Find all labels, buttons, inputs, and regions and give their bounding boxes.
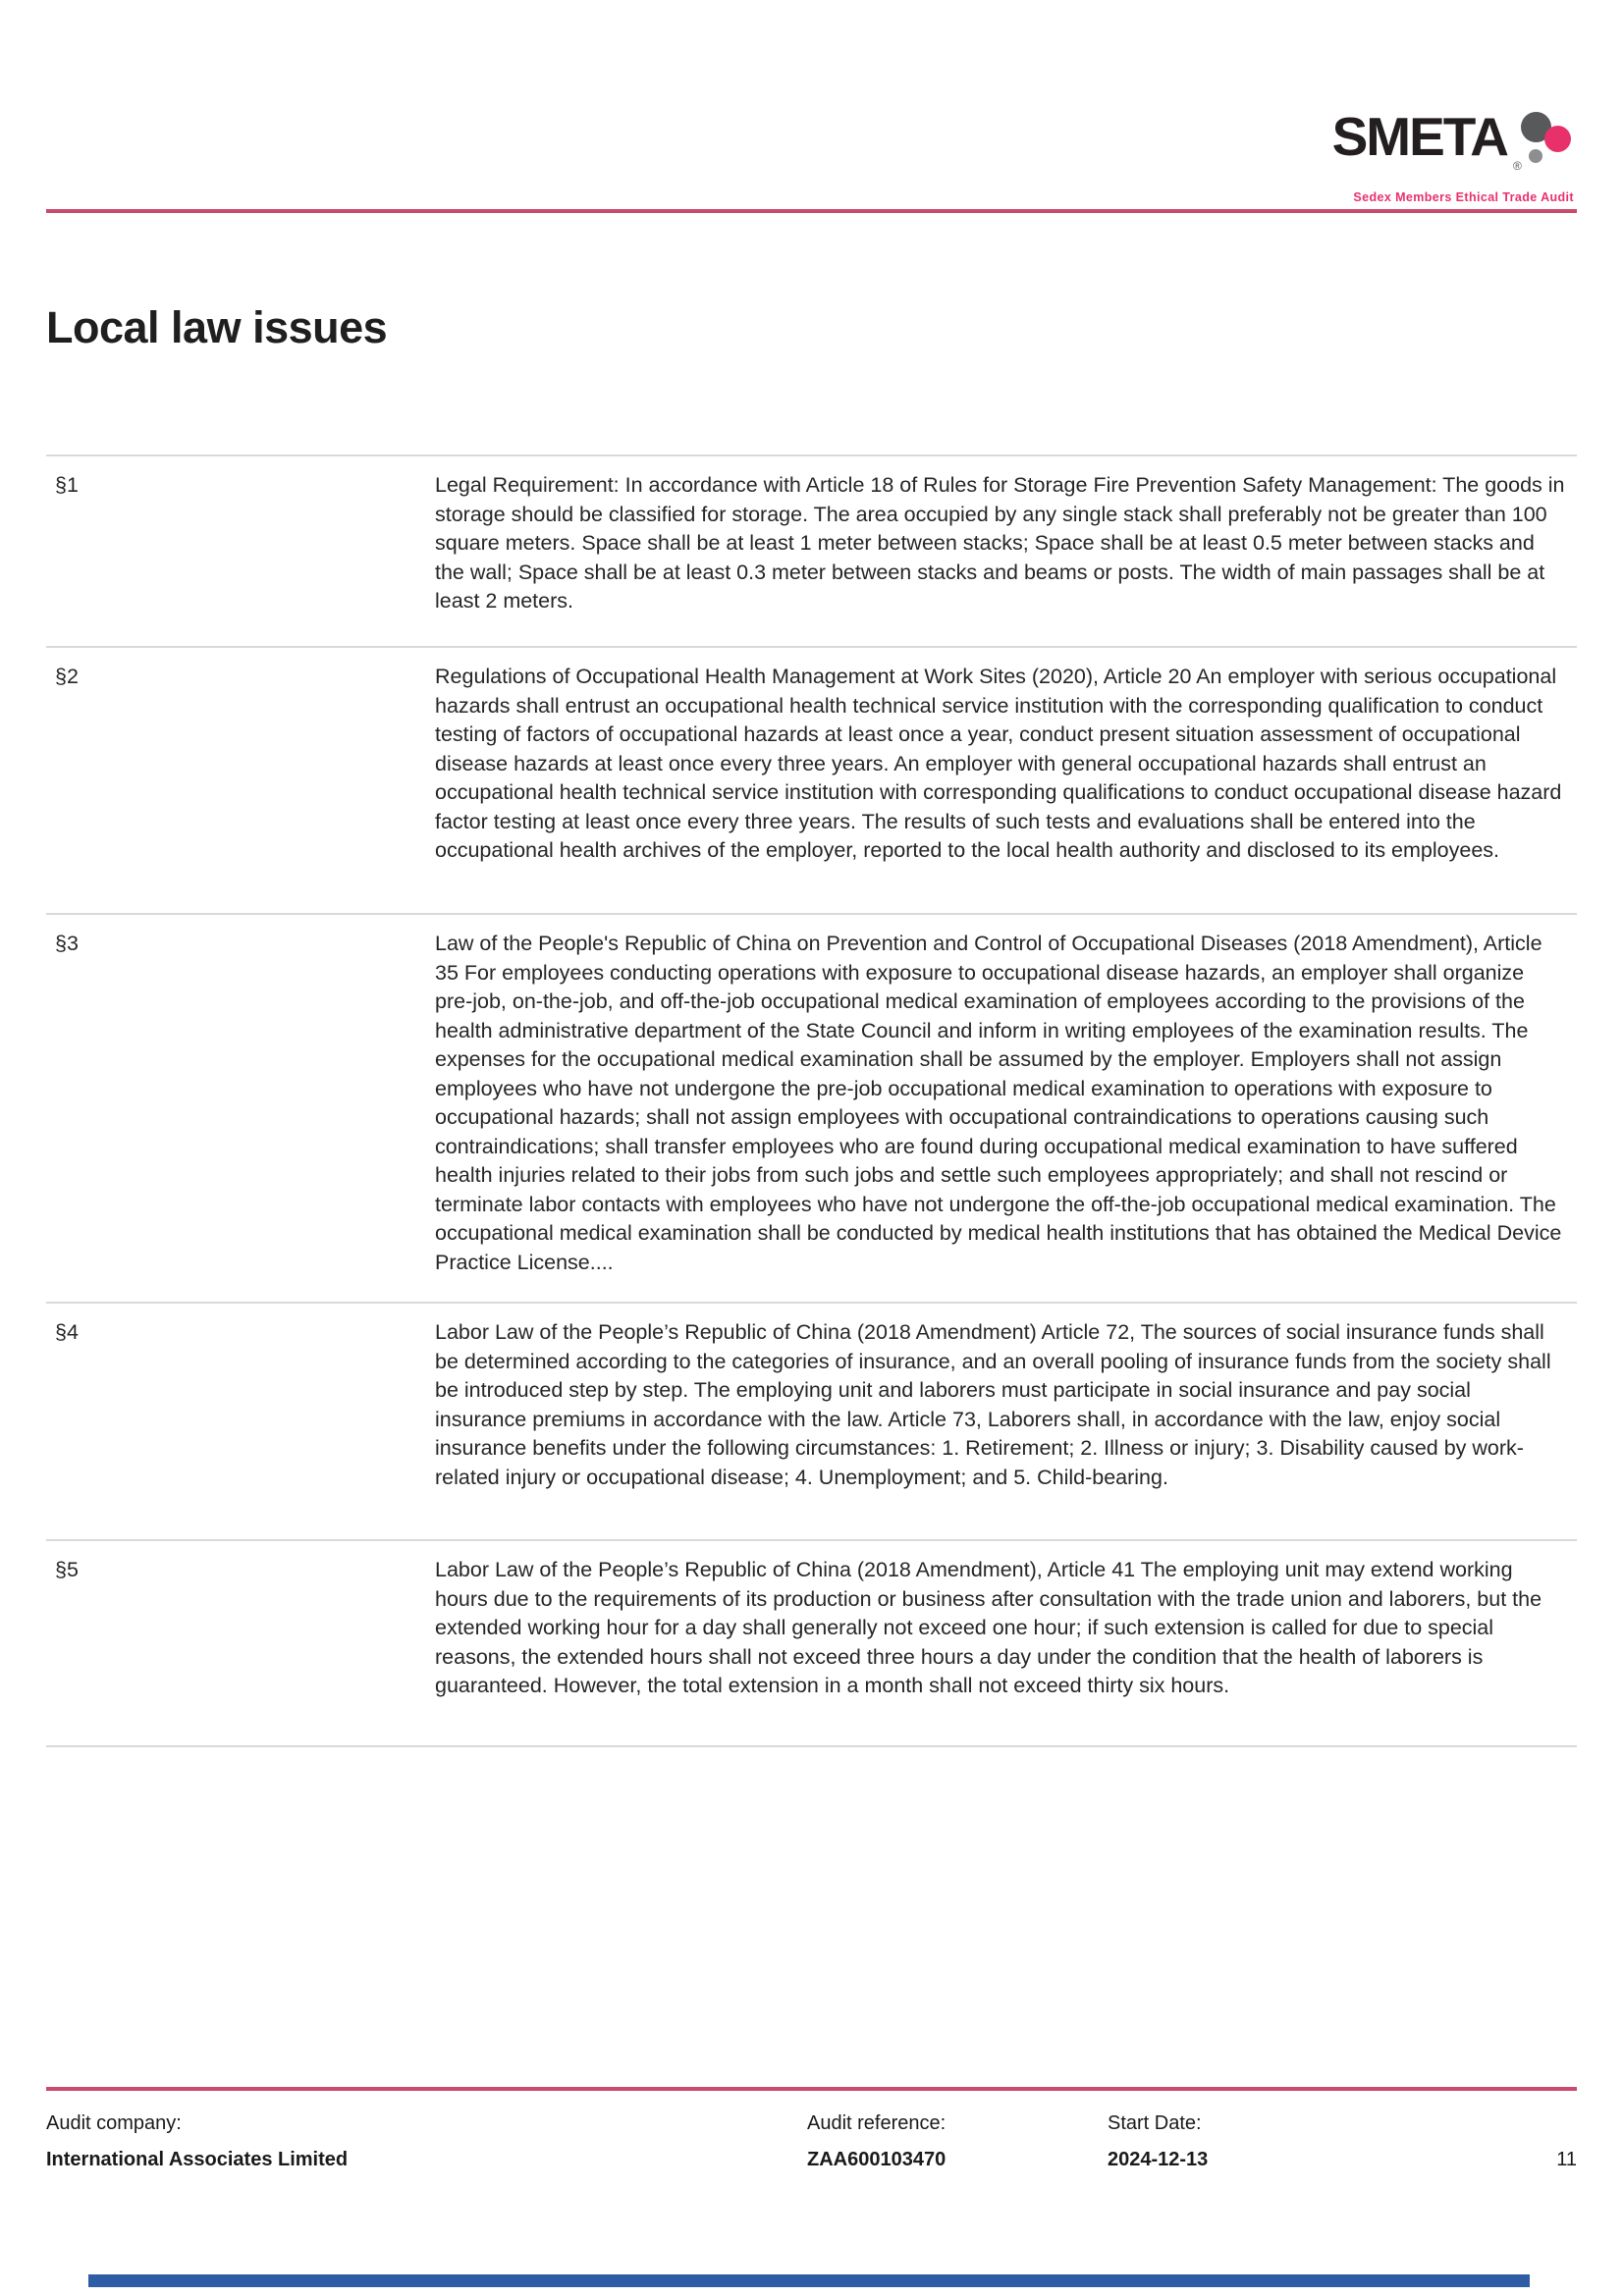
smeta-logo-dots-icon: [1511, 110, 1574, 187]
page-footer: [46, 2112, 1577, 2171]
footer-divider-rule: [46, 2087, 1577, 2091]
section-number: §5: [55, 1558, 79, 1581]
audit-reference-value: ZAA600103470: [807, 2149, 947, 2170]
audit-company-value: International Associates Limited: [46, 2149, 349, 2170]
section-number: §1: [55, 473, 79, 497]
logo-dot-pink-icon: [1544, 126, 1571, 152]
audit-company-label: Audit company:: [46, 2112, 182, 2134]
footer-spacer: [1432, 2112, 1577, 2135]
law-section-row: [46, 646, 1577, 913]
smeta-logo-wordmark: SMETA: [1331, 106, 1507, 167]
section-text: Labor Law of the People’s Republic of China (2018 Amendment), Article 41 The employing unit may extend working hours due to the requirements of its production or business after consultation with the trade union and laborers, but the extended working hour for a day shall generally not exceed one hour; if such extension is called for due to special reasons, the extended hours shall not exceed three hours a day under the condition that the health of laborers is guaranteed. However, the total extension in a month shall not exceed thirty six hours.: [435, 1558, 1542, 1697]
footer-accent-bar: [88, 2274, 1530, 2287]
start-date-value: 2024-12-13: [1108, 2149, 1209, 2170]
start-date-label: Start Date:: [1108, 2112, 1202, 2134]
law-section-row: [46, 913, 1577, 1302]
section-number: §2: [55, 665, 79, 688]
law-section-row: [46, 454, 1577, 646]
section-text: Labor Law of the People’s Republic of China (2018 Amendment) Article 72, The sources of social insurance funds shall be determined according to the categories of insurance, and an overall pooling of insurance funds from the society shall be introduced step by step. The employing unit and laborers must participate in social insurance and pay social insurance premiums in accordance with the law. Article 73, Laborers shall, in accordance with the law, enjoy social insurance benefits under the following circumstances: 1. Retirement; 2. Illness or injury; 3. Disability caused by work-related injury or occupational disease; 4. Unemployment; and 5. Child-bearing.: [435, 1320, 1551, 1489]
section-text: Regulations of Occupational Health Management at Work Sites (2020), Article 20 An employer with serious occupational hazards shall entrust an occupational health technical service institution with the corresponding qualification to conduct testing of factors of occupational hazards at least once a year, conduct present situation assessment of occupational disease hazards at least once every three years. An employer with general occupational hazards shall entrust an occupational health technical service institution with corresponding qualifications to conduct occupational disease hazard factor testing at least once every three years. The results of such tests and evaluations shall be entered into the occupational health archives of the employer, reported to the local health authority and disclosed to its employees.: [435, 665, 1562, 862]
audit-reference-label: Audit reference:: [807, 2112, 947, 2134]
header-divider-rule: [46, 209, 1577, 213]
registered-trademark-symbol: ®: [1513, 159, 1522, 173]
local-law-issues-table: [46, 454, 1577, 1747]
law-section-row: [46, 1539, 1577, 1747]
section-number: §3: [55, 932, 79, 955]
section-number: §4: [55, 1320, 79, 1344]
page-title: Local law issues: [46, 302, 388, 352]
law-section-row: [46, 1302, 1577, 1539]
page-number: 11: [1556, 2149, 1577, 2170]
smeta-logo-tagline: Sedex Members Ethical Trade Audit: [1353, 190, 1574, 204]
section-text: Law of the People's Republic of China on Prevention and Control of Occupational Diseases (2018 Amendment), Article 35 For employees conducting operations with exposure to occupational disease hazards, an employer shall organize pre-job, on-the-job, and off-the-job occupational medical examination of employees according to the provisions of the health administrative department of the State Council and inform in writing employees of the examination results. The expenses for the occupational medical examination shall be assumed by the employer. Employers shall not assign employees who have not undergone the pre-job occupational medical examination to operations with exposure to occupational hazards; shall not assign employees with occupational contraindications to operations causing such contraindications; shall transfer employees who are found during occupational medical examination to have suffered health injuries related to their jobs from such jobs and settle such employees appropriately; and shall not rescind or terminate labor contacts with employees who have not undergone the off-the-job occupational medical examination. The occupational medical examination shall be conducted by medical health institutions that has obtained the Medical Device Practice License....: [435, 932, 1562, 1274]
logo-dot-gray-icon: [1529, 149, 1542, 163]
section-text: Legal Requirement: In accordance with Article 18 of Rules for Storage Fire Prevention Safety Management: The goods in storage should be classified for storage. The area occupied by any single stack shall preferably not be greater than 100 square meters. Space shall be at least 1 meter between stacks; Space shall be at least 0.5 meter between stacks and the wall; Space shall be at least 0.3 meter between stacks and beams or posts. The width of main passages shall be at least 2 meters.: [435, 473, 1565, 613]
smeta-logo: [1331, 106, 1574, 204]
